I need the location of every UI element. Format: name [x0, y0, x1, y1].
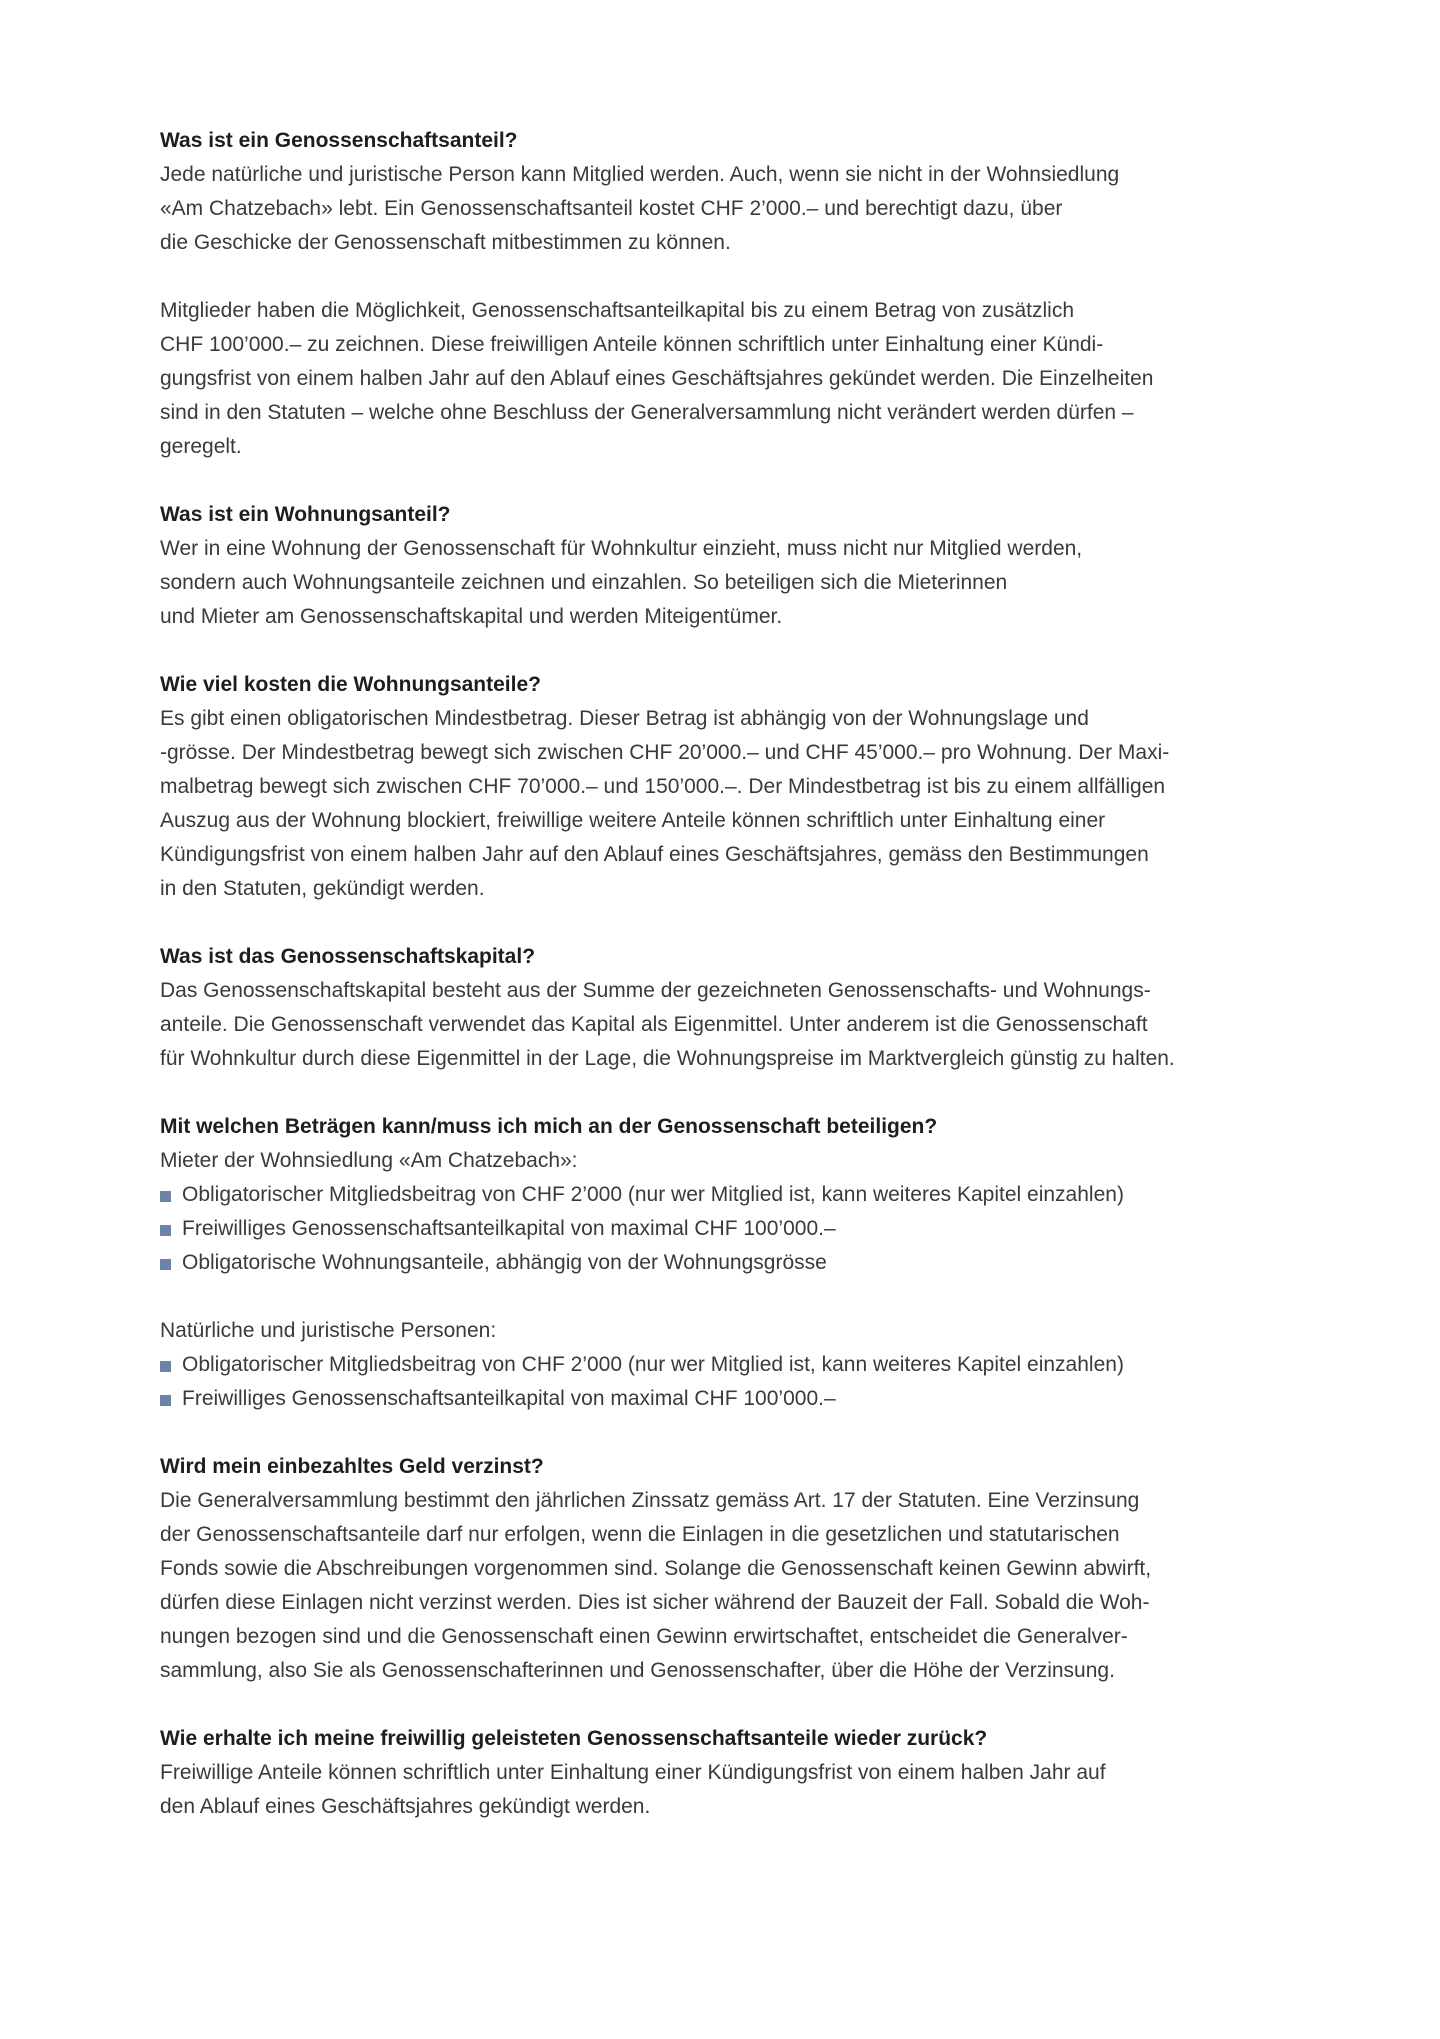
list-item	[160, 1348, 1340, 1382]
section-verzinsung	[160, 1450, 1340, 1688]
section-heading: Wie viel kosten die Wohnungsanteile?	[160, 673, 541, 696]
list-item	[160, 1246, 1340, 1280]
paragraph	[160, 158, 1340, 260]
section-heading: Mit welchen Beträgen kann/muss ich mich an der Genossenschaft beteiligen?	[160, 1115, 938, 1138]
text-line: nungen bezogen sind und die Genossenschaft einen Gewinn erwirtschaftet, entscheidet die Generalver-	[160, 1625, 1128, 1648]
text-line: Auszug aus der Wohnung blockiert, freiwillige weitere Anteile können schriftlich unter Einhaltung einer	[160, 809, 1106, 832]
section-genossenschaftsanteil	[160, 124, 1340, 464]
section-beteiligung	[160, 1110, 1340, 1416]
text-line: gungsfrist von einem halben Jahr auf den Ablauf eines Geschäftsjahres gekündet werden. Die Einzelheiten	[160, 367, 1154, 390]
bullet-list	[160, 1178, 1340, 1280]
text-line: sind in den Statuten – welche ohne Beschluss der Generalversammlung nicht verändert werden dürfen –	[160, 401, 1134, 424]
section-heading: Was ist ein Genossenschaftsanteil?	[160, 129, 518, 152]
section-genossenschaftskapital	[160, 940, 1340, 1076]
text-line: den Ablauf eines Geschäftsjahres gekündigt werden.	[160, 1795, 651, 1818]
section-wohnungsanteil	[160, 498, 1340, 634]
text-line: Es gibt einen obligatorischen Mindestbetrag. Dieser Betrag ist abhängig von der Wohnungslage und	[160, 707, 1089, 730]
text-line: die Geschicke der Genossenschaft mitbestimmen zu können.	[160, 231, 731, 254]
list-item-text: Freiwilliges Genossenschaftsanteilkapital von maximal CHF 100’000.–	[182, 1387, 836, 1410]
text-line: Kündigungsfrist von einem halben Jahr auf den Ablauf eines Geschäftsjahres, gemäss den Bestimmungen	[160, 843, 1149, 866]
list-group-label: Mieter der Wohnsiedlung «Am Chatzebach»:	[160, 1149, 578, 1172]
text-line: Freiwillige Anteile können schriftlich unter Einhaltung einer Kündigungsfrist von einem halben Jahr auf	[160, 1761, 1106, 1784]
section-heading: Was ist das Genossenschaftskapital?	[160, 945, 536, 968]
text-line: dürfen diese Einlagen nicht verzinst werden. Dies ist sicher während der Bauzeit der Fall. Sobald die Woh-	[160, 1591, 1150, 1614]
square-bullet-icon	[160, 1259, 171, 1270]
section-rueckerstattung	[160, 1722, 1340, 1824]
text-line: und Mieter am Genossenschaftskapital und werden Miteigentümer.	[160, 605, 783, 628]
bullet-list	[160, 1348, 1340, 1416]
paragraph	[160, 294, 1340, 464]
list-item-text: Freiwilliges Genossenschaftsanteilkapital von maximal CHF 100’000.–	[182, 1217, 836, 1240]
text-line: Das Genossenschaftskapital besteht aus der Summe der gezeichneten Genossenschafts- und Wohnungs-	[160, 979, 1151, 1002]
text-line: in den Statuten, gekündigt werden.	[160, 877, 485, 900]
square-bullet-icon	[160, 1191, 171, 1202]
square-bullet-icon	[160, 1395, 171, 1406]
section-heading: Wird mein einbezahltes Geld verzinst?	[160, 1455, 544, 1478]
text-line: Fonds sowie die Abschreibungen vorgenommen sind. Solange die Genossenschaft keinen Gewinn abwirft,	[160, 1557, 1152, 1580]
text-line: Mitglieder haben die Möglichkeit, Genossenschaftsanteilkapital bis zu einem Betrag von zusätzlich	[160, 299, 1074, 322]
text-line: anteile. Die Genossenschaft verwendet das Kapital als Eigenmittel. Unter anderem ist die Genossenschaft	[160, 1013, 1148, 1036]
section-kosten-wohnungsanteile	[160, 668, 1340, 906]
text-line: CHF 100’000.– zu zeichnen. Diese freiwilligen Anteile können schriftlich unter Einhaltung einer Kündi-	[160, 333, 1104, 356]
text-line: Wer in eine Wohnung der Genossenschaft für Wohnkultur einzieht, muss nicht nur Mitglied werden,	[160, 537, 1083, 560]
list-item-text: Obligatorischer Mitgliedsbeitrag von CHF 2’000 (nur wer Mitglied ist, kann weiteres Kapitel einzahlen)	[182, 1353, 1124, 1376]
square-bullet-icon	[160, 1361, 171, 1372]
list-group-label: Natürliche und juristische Personen:	[160, 1319, 497, 1342]
document-page	[160, 124, 1340, 1858]
list-item-text: Obligatorische Wohnungsanteile, abhängig von der Wohnungsgrösse	[182, 1251, 827, 1274]
text-line: für Wohnkultur durch diese Eigenmittel in der Lage, die Wohnungspreise im Marktvergleich günstig zu halten.	[160, 1047, 1175, 1070]
paragraph	[160, 702, 1340, 906]
paragraph	[160, 1484, 1340, 1688]
list-item	[160, 1212, 1340, 1246]
text-line: malbetrag bewegt sich zwischen CHF 70’000.– und 150’000.–. Der Mindestbetrag ist bis zu einem allfälligen	[160, 775, 1166, 798]
list-item	[160, 1178, 1340, 1212]
paragraph	[160, 974, 1340, 1076]
spacer	[160, 1280, 1340, 1314]
paragraph	[160, 532, 1340, 634]
text-line: geregelt.	[160, 435, 242, 458]
section-heading: Wie erhalte ich meine freiwillig geleisteten Genossenschaftsanteile wieder zurück?	[160, 1727, 988, 1750]
list-item-text: Obligatorischer Mitgliedsbeitrag von CHF 2’000 (nur wer Mitglied ist, kann weiteres Kapitel einzahlen)	[182, 1183, 1124, 1206]
text-line: «Am Chatzebach» lebt. Ein Genossenschaftsanteil kostet CHF 2’000.– und berechtigt dazu, über	[160, 197, 1063, 220]
text-line: der Genossenschaftsanteile darf nur erfolgen, wenn die Einlagen in die gesetzlichen und statutarischen	[160, 1523, 1120, 1546]
text-line: sammlung, also Sie als Genossenschafterinnen und Genossenschafter, über die Höhe der Verzinsung.	[160, 1659, 1115, 1682]
square-bullet-icon	[160, 1225, 171, 1236]
text-line: sondern auch Wohnungsanteile zeichnen und einzahlen. So beteiligen sich die Mieterinnen	[160, 571, 1008, 594]
list-item	[160, 1382, 1340, 1416]
section-heading: Was ist ein Wohnungsanteil?	[160, 503, 451, 526]
paragraph	[160, 1756, 1340, 1824]
text-line: Die Generalversammlung bestimmt den jährlichen Zinssatz gemäss Art. 17 der Statuten. Eine Verzinsung	[160, 1489, 1140, 1512]
text-line: Jede natürliche und juristische Person kann Mitglied werden. Auch, wenn sie nicht in der Wohnsiedlung	[160, 163, 1120, 186]
text-line: -grösse. Der Mindestbetrag bewegt sich zwischen CHF 20’000.– und CHF 45’000.– pro Wohnung. Der Maxi-	[160, 741, 1170, 764]
